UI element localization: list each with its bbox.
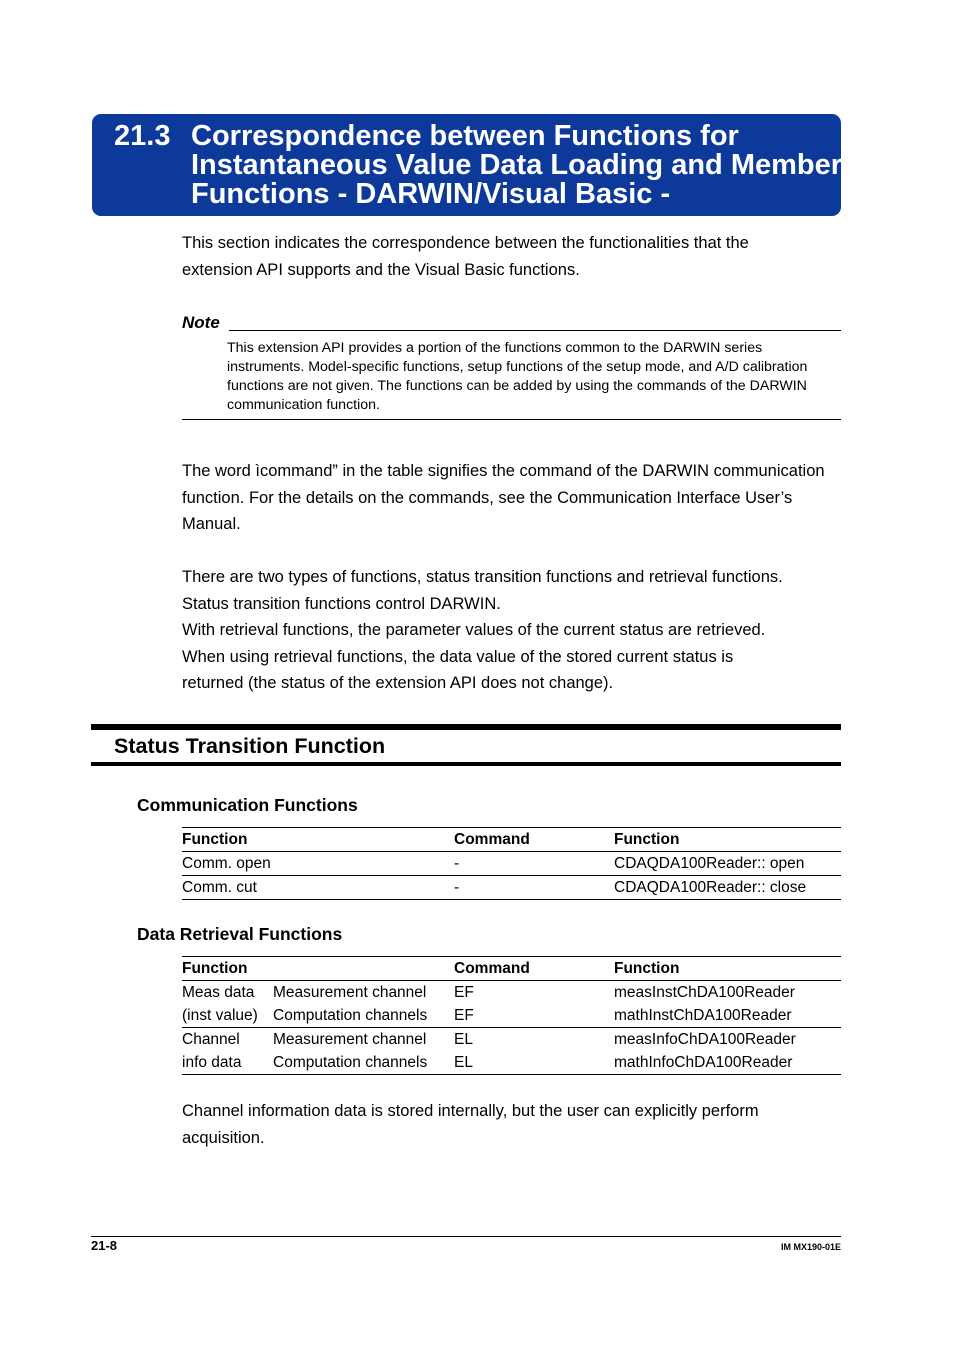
title-line-3: Functions - DARWIN/Visual Basic - [191, 178, 671, 210]
header-member-function: Function [614, 830, 680, 848]
types-line-4: When using retrieval functions, the data value of the stored current status is returned (the status of the extension API does not change). [182, 647, 734, 692]
note-label: Note [182, 313, 220, 332]
cell-command: EL [454, 1030, 473, 1048]
types-line-1: There are two types of functions, status transition functions and retrieval functions. [182, 568, 783, 586]
footer-rule [91, 1236, 841, 1237]
header-function: Function [182, 830, 248, 848]
cell-function-group: info data [182, 1053, 242, 1071]
cell-command: - [454, 854, 460, 872]
cell-member-function: mathInstChDA100Reader [614, 1006, 792, 1024]
cell-member-function: CDAQDA100Reader:: open [614, 854, 805, 872]
cell-command: EF [454, 983, 474, 1001]
cell-function: Comm. cut [182, 878, 257, 896]
cell-member-function: measInstChDA100Reader [614, 983, 795, 1001]
cell-channel-type: Measurement channel [273, 1030, 427, 1048]
table-row [182, 876, 841, 900]
function-types-paragraph [182, 564, 842, 697]
document-id: IM MX190-01E [780, 1242, 841, 1252]
cell-member-function: measInfoChDA100Reader [614, 1030, 796, 1048]
cell-command: EL [454, 1053, 473, 1071]
cell-member-function: mathInfoChDA100Reader [614, 1053, 793, 1071]
header-command: Command [454, 959, 530, 977]
header-member-function: Function [614, 959, 680, 977]
note-text: This extension API provides a portion of the functions common to the DARWIN series instruments. Model-specific functions, setup functions of the setup mode, and A/D calibration functions are not given. The functions can be added by using the commands of the DARWIN communication function. [227, 340, 808, 413]
data-retrieval-heading: Data Retrieval Functions [137, 924, 343, 944]
title-line-1: Correspondence between Functions for [191, 120, 739, 152]
intro-paragraph: This section indicates the correspondence between the functionalities that the extension API supports and the Visual Basic functions. [182, 234, 749, 279]
cell-function-group: Channel [182, 1030, 240, 1048]
note-rule-top [229, 330, 841, 331]
command-paragraph: The word ìcommand” in the table signifies the command of the DARWIN communication function. For the details on the commands, see the Communication Interface User’s Manual. [182, 462, 825, 533]
data-retrieval-table [182, 956, 841, 1075]
cell-channel-type: Computation channels [273, 1006, 428, 1024]
chapter-banner [92, 114, 841, 216]
comm-functions-heading: Communication Functions [137, 795, 358, 815]
note-rule-bottom [182, 419, 841, 420]
table-row [182, 1028, 841, 1052]
section-number: 21.3 [114, 120, 171, 152]
cell-function: Comm. open [182, 854, 271, 872]
types-line-3: With retrieval functions, the parameter values of the current status are retrieved. [182, 621, 766, 639]
types-line-2: Status transition functions control DARWIN. [182, 594, 501, 613]
table-header-row [182, 828, 841, 852]
cell-channel-type: Measurement channel [273, 983, 427, 1001]
section-rule-top [91, 724, 841, 730]
comm-functions-table [182, 827, 841, 900]
section-title: Status Transition Function [114, 734, 386, 758]
cell-command: EF [454, 1006, 474, 1024]
cell-command: - [454, 878, 460, 896]
table-row [182, 852, 841, 876]
cell-member-function: CDAQDA100Reader:: close [614, 878, 807, 896]
cell-function-group: Meas data [182, 983, 255, 1001]
closing-paragraph: Channel information data is stored internally, but the user can explicitly perform acquisition. [182, 1102, 759, 1147]
header-command: Command [454, 830, 530, 848]
page-number: 21-8 [91, 1238, 118, 1253]
section-rule-bottom [91, 762, 841, 766]
title-line-2: Instantaneous Value Data Loading and Member [191, 149, 843, 181]
table-row [182, 1051, 841, 1075]
table-header-row [182, 957, 841, 981]
table-row [182, 981, 841, 1005]
cell-channel-type: Computation channels [273, 1053, 428, 1071]
table-row [182, 1004, 841, 1028]
cell-function-group: (inst value) [182, 1006, 258, 1024]
header-function: Function [182, 959, 248, 977]
